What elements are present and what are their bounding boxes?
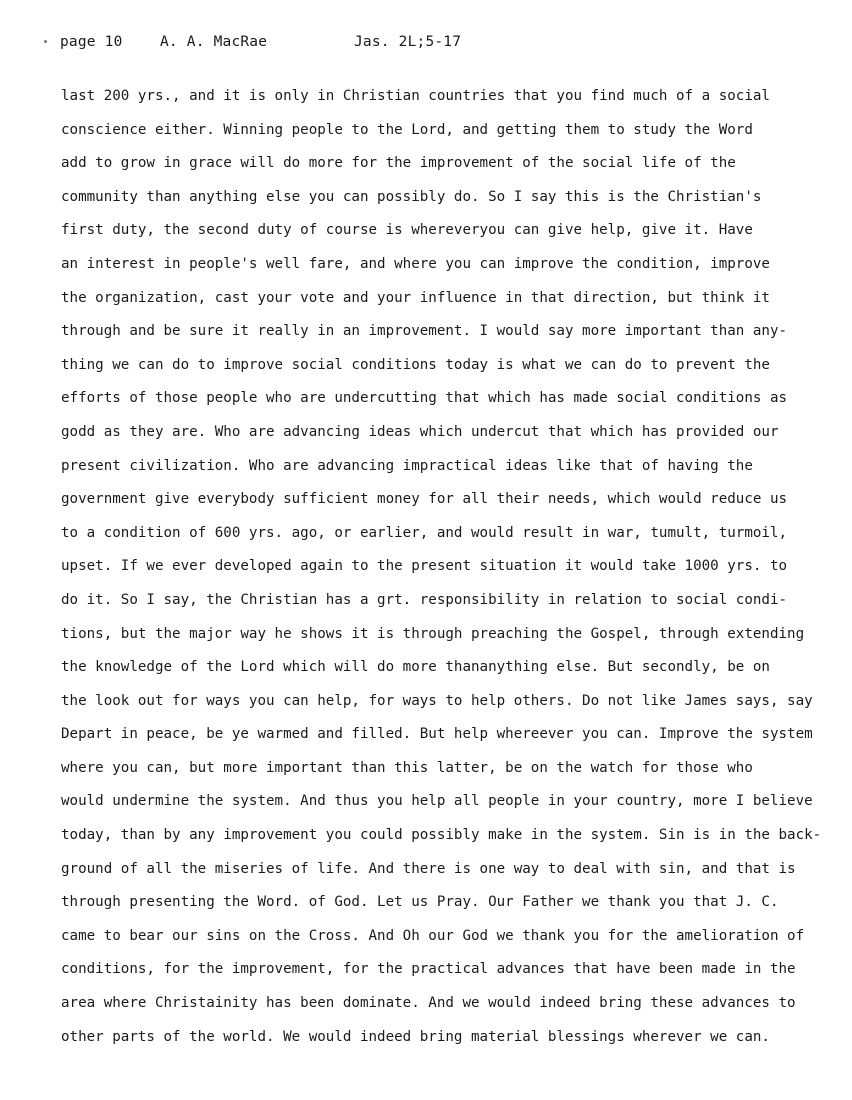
text-line: conscience either. Winning people to the Lord, and getting them to study the Word bbox=[61, 121, 753, 138]
text-line: add to grow in grace will do more for the improvement of the social life of the bbox=[61, 155, 736, 172]
text-line: through and be sure it really in an improvement. I would say more important than any- bbox=[61, 323, 788, 340]
text-line: present civilization. Who are advancing impractical ideas like that of having the bbox=[61, 457, 753, 474]
text-line: first duty, the second duty of course is whereveryou can give help, give it. Have bbox=[61, 222, 753, 239]
text-line: ground of all the miseries of life. And there is one way to deal with sin, and that is bbox=[61, 860, 796, 877]
text-line: tions, but the major way he shows it is through preaching the Gospel, through extending bbox=[61, 625, 805, 642]
text-line: would undermine the system. And thus you help all people in your country, more I believe bbox=[61, 793, 813, 810]
text-line: upset. If we ever developed again to the present situation it would take 1000 yrs. to bbox=[61, 558, 788, 575]
text-line: last 200 yrs., and it is only in Christian countries that you find much of a social bbox=[61, 88, 770, 104]
text-line: area where Christainity has been dominate. And we would indeed bring these advances to bbox=[61, 995, 796, 1012]
text-line: an interest in people's well fare, and where you can improve the condition, improve bbox=[61, 255, 770, 272]
text-line: the organization, cast your vote and your influence in that direction, but think it bbox=[61, 289, 770, 306]
text-line: efforts of those people who are undercutting that which has made social conditions as bbox=[61, 390, 788, 407]
text-line: community than anything else you can possibly do. So I say this is the Christian's bbox=[61, 188, 762, 205]
text-line: conditions, for the improvement, for the practical advances that have been made in the bbox=[61, 961, 796, 978]
scripture-reference: Jas. 2L;5-17 bbox=[354, 34, 462, 50]
text-line: the knowledge of the Lord which will do more thananything else. But secondly, be on bbox=[61, 659, 770, 676]
stray-ink-mark bbox=[44, 40, 47, 43]
text-line: Depart in peace, be ye warmed and filled. But help whereever you can. Improve the system bbox=[61, 726, 813, 743]
author-name: A. A. MacRae bbox=[160, 34, 268, 50]
text-line: do it. So I say, the Christian has a grt. responsibility in relation to social condi- bbox=[61, 591, 788, 608]
text-line: through presenting the Word. of God. Let us Pray. Our Father we thank you that J. C. bbox=[61, 894, 779, 911]
text-line: other parts of the world. We would indeed bring material blessings wherever we can. bbox=[61, 1028, 770, 1045]
text-line: thing we can do to improve social conditions today is what we can do to prevent the bbox=[61, 356, 770, 373]
text-line: today, than by any improvement you could possibly make in the system. Sin is in the back- bbox=[61, 827, 822, 844]
text-line: the look out for ways you can help, for ways to help others. Do not like James says, say bbox=[61, 692, 813, 709]
page-header bbox=[60, 34, 820, 58]
text-line: to a condition of 600 yrs. ago, or earlier, and would result in war, tumult, turmoil, bbox=[61, 524, 788, 541]
text-line: godd as they are. Who are advancing ideas which undercut that which has provided our bbox=[61, 423, 779, 440]
body-text bbox=[61, 84, 831, 1058]
text-line: where you can, but more important than this latter, be on the watch for those who bbox=[61, 759, 753, 776]
text-line: government give everybody sufficient money for all their needs, which would reduce us bbox=[61, 491, 788, 508]
text-line: came to bear our sins on the Cross. And Oh our God we thank you for the amelioration of bbox=[61, 927, 805, 944]
page-number: page 10 bbox=[60, 34, 123, 50]
